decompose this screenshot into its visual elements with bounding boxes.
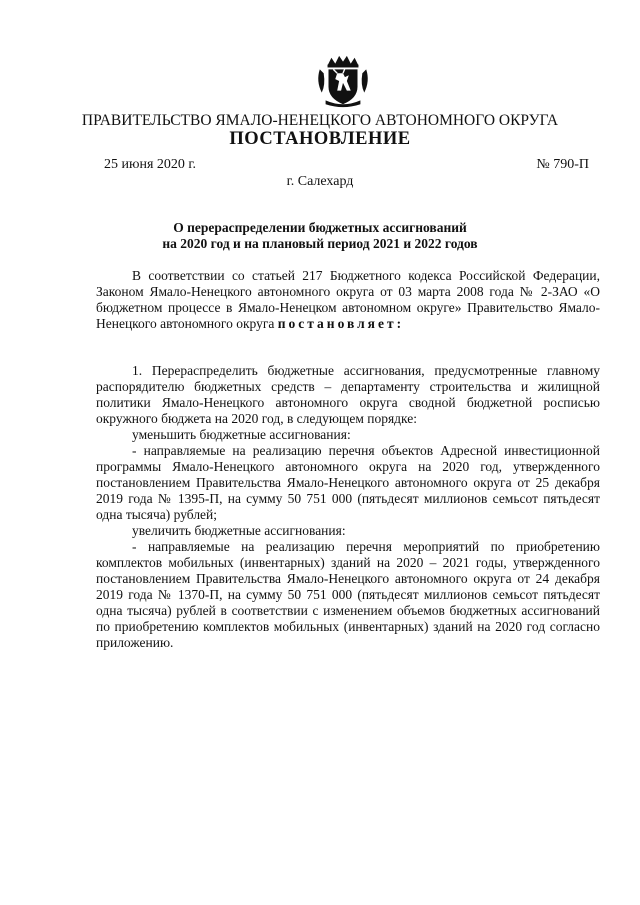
document-date: 25 июня 2020 г. bbox=[104, 157, 197, 172]
document-type: ПОСТАНОВЛЕНИЕ bbox=[229, 129, 411, 149]
increase-text: - направляемые на реализацию перечня мероприятий по приобретению комплектов мобильных (инвентарных) зданий на 2020 – 2021 годы, утвержденного постановлением Правительства Ямало-Ненецкого автономного округа от 24 декабря 2019 года № 1370-П, на сумму 50 751 000 (пятьдесят миллионов семьсот пятьдесят одна тысяча) рублей в соответствии с изменением объемов бюджетных ассигнований по приобретению комплектов мобильных (инвентарных) зданий на 2020 год согласно приложению. bbox=[96, 539, 600, 650]
preamble bbox=[96, 268, 600, 332]
resolves-word: постановляет: bbox=[277, 316, 405, 331]
decrease-text: - направляемые на реализацию перечня объектов Адресной инвестиционной программы Ямало-Ненецкого автономного округа на 2020 год, утвержденного постановлением Правительства Ямало-Ненецкого автономного округа от 25 декабря 2019 года № 1395-П, на сумму 50 751 000 (пятьдесят миллионов семьсот пятьдесят одна тысяча) рублей; bbox=[96, 443, 600, 522]
preamble-text: В соответствии со статьей 217 Бюджетного кодекса Российской Федерации, Законом Ямало-Ненецкого автономного округа от 03 марта 2008 года № 2-ЗАО «О бюджетном процессе в Ямало-Ненецком автономном округе» Правительство Ямало-Ненецкого автономного округа bbox=[96, 268, 600, 331]
document-heading bbox=[0, 220, 640, 252]
item-1 bbox=[96, 363, 600, 651]
decrease-label: уменьшить бюджетные ассигнования: bbox=[132, 427, 351, 442]
heading-line-2: на 2020 год и на плановый период 2021 и 2022 годов bbox=[162, 236, 478, 251]
document-city: г. Салехард bbox=[286, 174, 354, 189]
document-number: № 790-П bbox=[536, 157, 589, 172]
item-1-intro: 1. Перераспределить бюджетные ассигнования, предусмотренные главному распорядителю бюджетных средств – департаменту строительства и жилищной политики Ямало-Ненецкого автономного округа сводной бюджетной росписью окружного бюджета на 2020 год, в следующем порядке: bbox=[96, 363, 600, 426]
coat-of-arms-emblem bbox=[314, 52, 372, 110]
government-name: ПРАВИТЕЛЬСТВО ЯМАЛО-НЕНЕЦКОГО АВТОНОМНОГО ОКРУГА bbox=[81, 112, 559, 129]
increase-label: увеличить бюджетные ассигнования: bbox=[132, 523, 346, 538]
heading-line-1: О перераспределении бюджетных ассигнований bbox=[173, 220, 467, 235]
